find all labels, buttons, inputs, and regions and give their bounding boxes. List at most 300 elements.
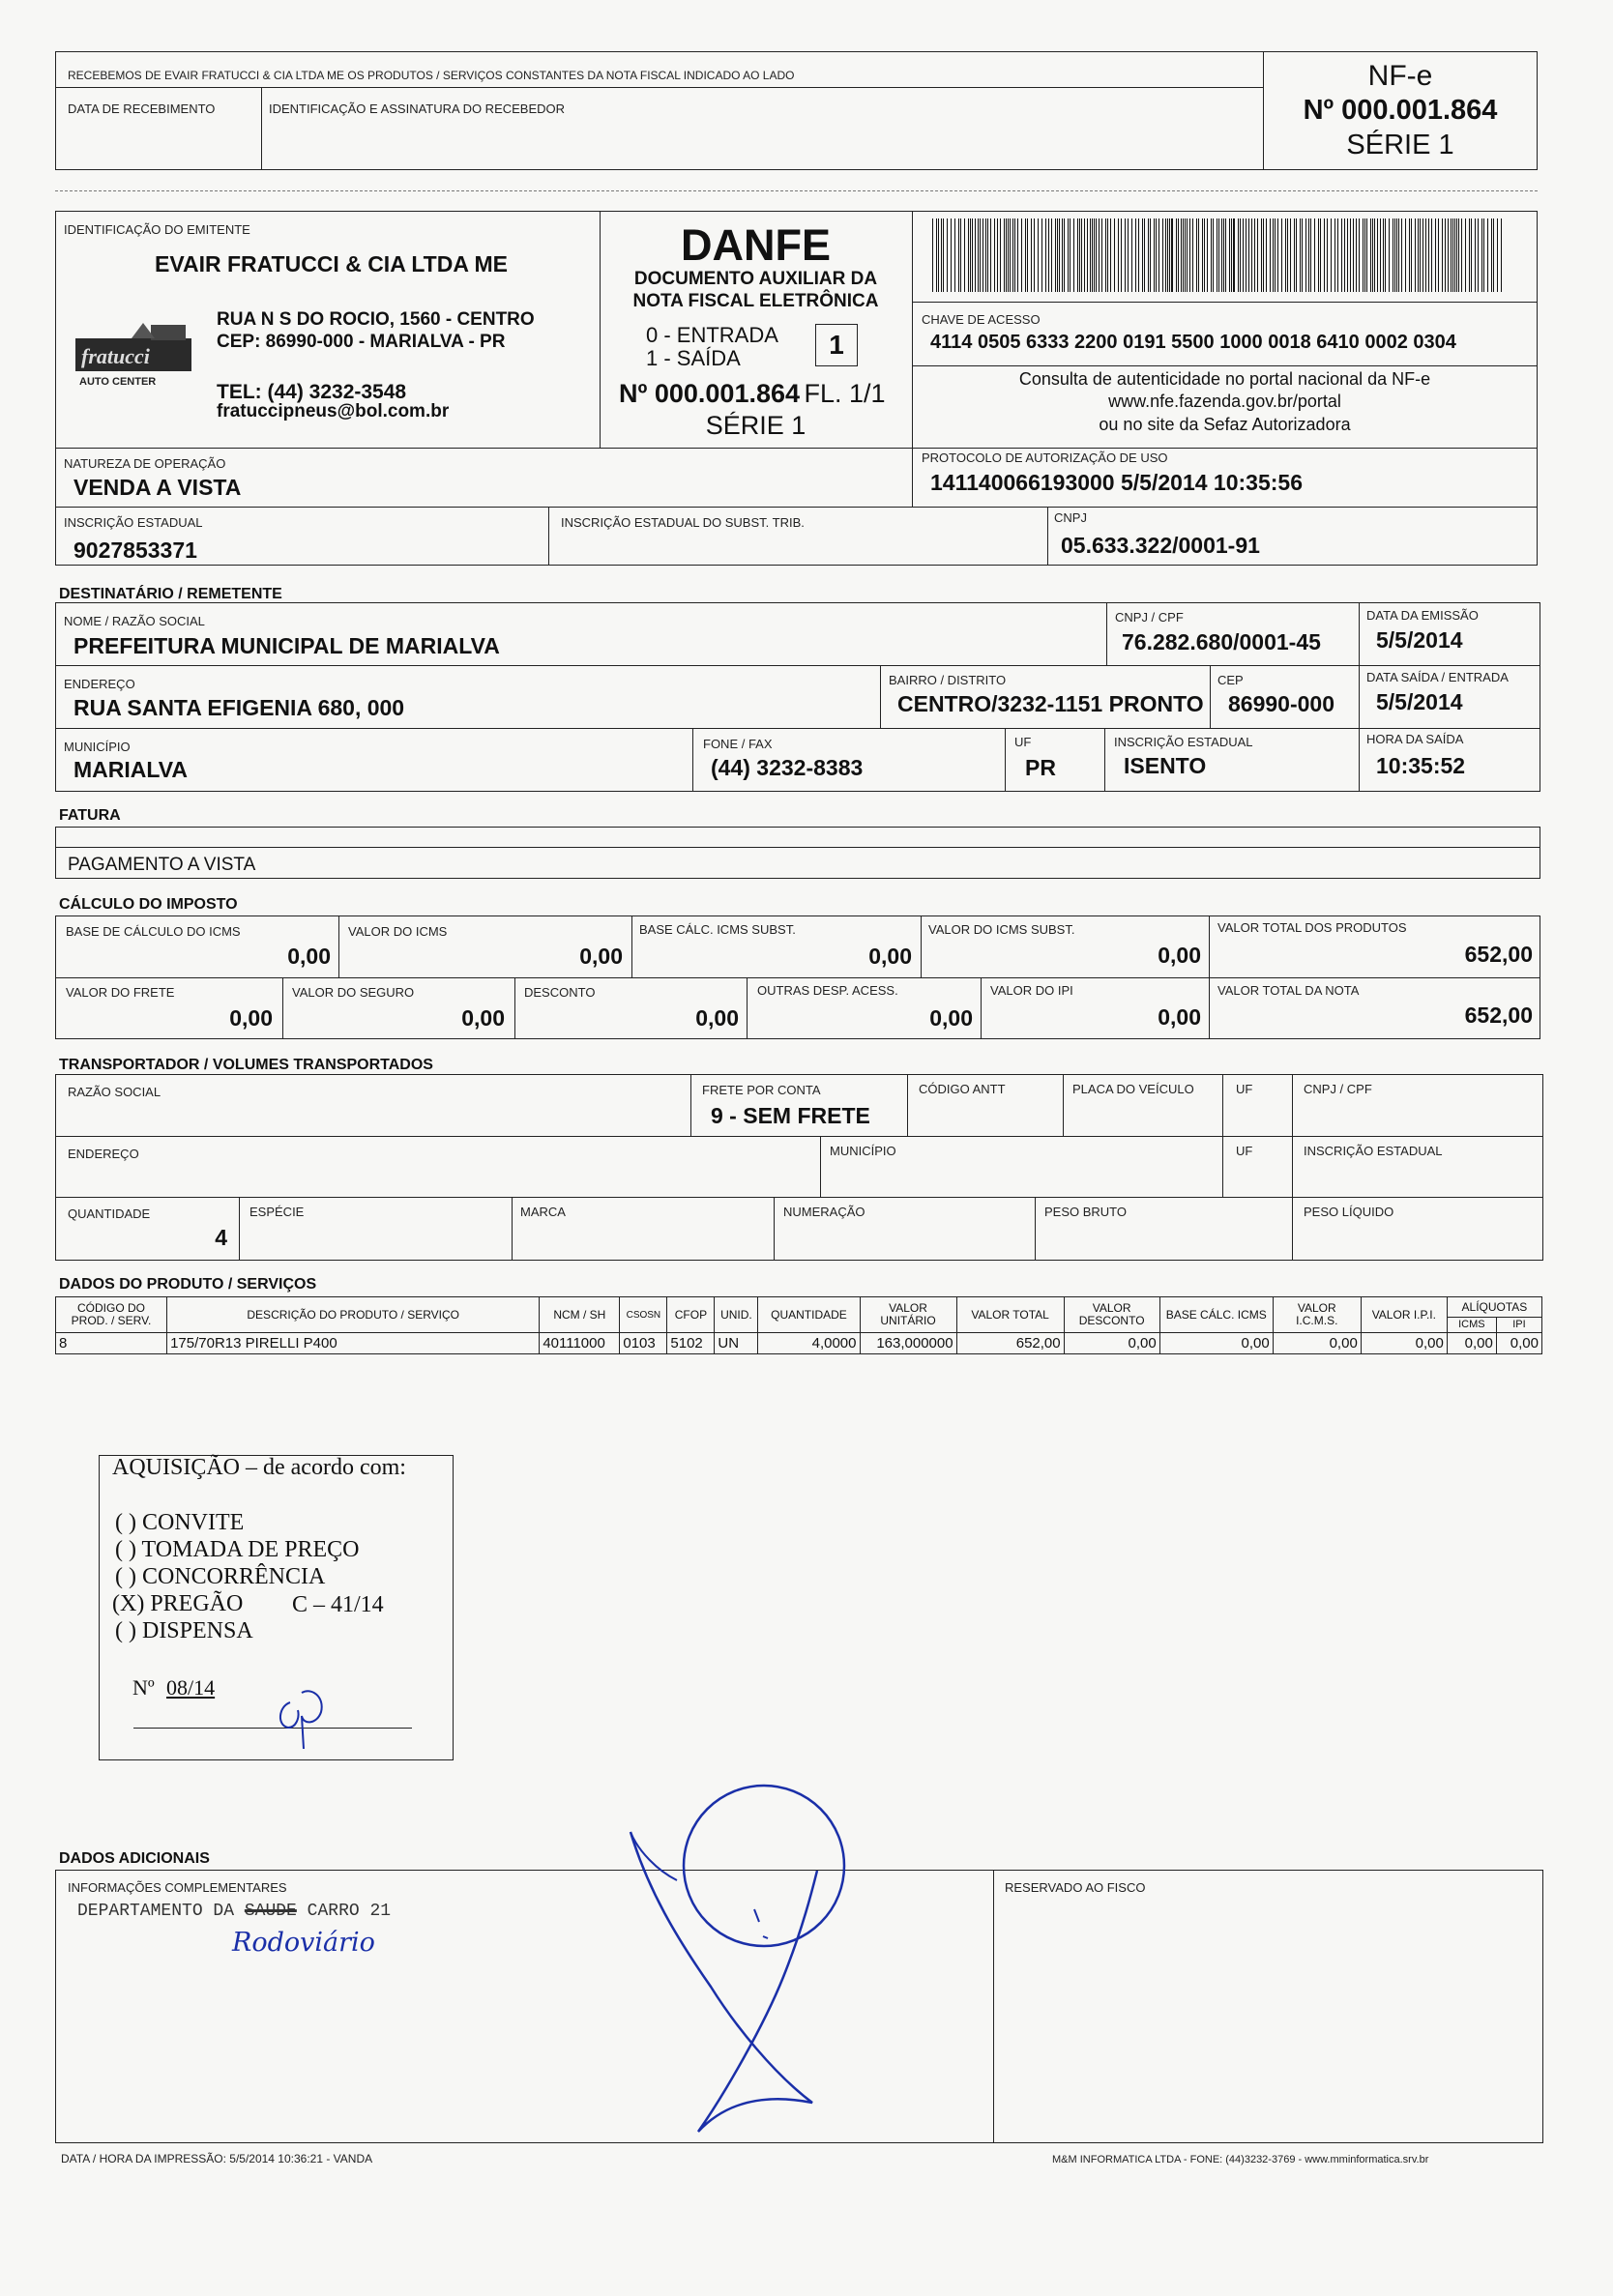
tax-icms-st-label: VALOR DO ICMS SUBST. [928,922,1075,937]
barcode-bar [1125,218,1126,292]
recipient-section-title: DESTINATÁRIO / REMETENTE [59,586,282,602]
barcode-bar [1374,218,1375,292]
transport-qtd-value: 4 [215,1225,227,1250]
barcode-bar [1420,218,1421,292]
tax-discount-value: 0,00 [695,1005,739,1031]
barcode-bar [1396,218,1397,292]
protocol-value: 141140066193000 5/5/2014 10:35:56 [930,470,1303,495]
barcode-bar [1135,218,1136,292]
emitter-address2: CEP: 86990-000 - MARIALVA - PR [217,332,506,352]
tax-total-note-label: VALOR TOTAL DA NOTA [1217,983,1360,998]
barcode-bar [1062,218,1063,292]
barcode-bar [1162,218,1163,292]
barcode-bar [1461,218,1462,292]
barcode-bar [1202,218,1203,292]
barcode-bar [1356,218,1357,292]
barcode-bar [941,218,942,292]
danfe-serie: SÉRIE 1 [705,411,806,440]
barcode-bar [1452,218,1453,292]
transport-peso-bruto-label: PESO BRUTO [1044,1205,1128,1219]
barcode-bar [1478,218,1479,292]
barcode-bar [1225,218,1226,292]
barcode-bar [1059,218,1060,292]
recipient-district: CENTRO/3232-1151 PRONTO [897,691,1204,716]
barcode-bar [1320,218,1321,292]
th-code: CÓDIGO DO PROD. / SERV. [56,1297,167,1333]
barcode-bar [972,218,973,292]
barcode-bar [978,218,979,292]
cell-vdesc: 0,00 [1064,1333,1159,1354]
access-consult3: ou no site da Sefaz Autorizadora [1099,415,1351,434]
transport-endereco-label: ENDEREÇO [68,1147,139,1161]
stamp-option-pregao: (X) PREGÃO [112,1591,244,1616]
tax-base-st-value: 0,00 [868,944,912,969]
recipient-emission: 5/5/2014 [1376,627,1463,653]
danfe-subtitle2: NOTA FISCAL ELETRÔNICA [632,291,879,311]
barcode [928,218,1509,292]
barcode-bar [1233,218,1235,292]
transport-antt-label: CÓDIGO ANTT [919,1082,1006,1096]
barcode-bar [1081,218,1082,292]
tax-base-st-label: BASE CÁLC. ICMS SUBST. [639,922,796,937]
nature-label: NATUREZA DE OPERAÇÃO [64,456,226,471]
access-key-label: CHAVE DE ACESSO [922,312,1041,327]
barcode-bar [1428,218,1429,292]
recipient-ie: ISENTO [1124,753,1207,778]
tax-ipi-label: VALOR DO IPI [990,983,1073,998]
danfe-saida: 1 - SAÍDA [646,346,741,370]
transport-block [55,1074,1543,1261]
th-vipi: VALOR I.P.I. [1361,1297,1447,1333]
barcode-bar [1198,218,1199,292]
cell-base: 0,00 [1159,1333,1273,1354]
barcode-bar [1099,218,1100,292]
barcode-bar [1305,218,1306,292]
recipient-address: RUA SANTA EFIGENIA 680, 000 [73,695,405,720]
recipient-exit-date-label: DATA SAÍDA / ENTRADA [1366,670,1509,684]
barcode-bar [1101,218,1102,292]
barcode-bar [1211,218,1212,292]
tax-other-value: 0,00 [929,1005,973,1031]
th-ncm: NCM / SH [540,1297,620,1333]
barcode-bar [1431,218,1432,292]
th-qtd: QUANTIDADE [758,1297,860,1333]
barcode-bar [1221,218,1222,292]
barcode-bar [1287,218,1288,292]
barcode-bar [1318,218,1319,292]
cell-csosn: 0103 [620,1333,667,1354]
stamp-option-convite: ( ) CONVITE [115,1510,245,1535]
emitter-address1: RUA N S DO ROCIO, 1560 - CENTRO [217,309,535,330]
barcode-bar [1296,218,1297,292]
transport-section-title: TRANSPORTADOR / VOLUMES TRANSPORTADOS [59,1057,433,1073]
transport-razao-label: RAZÃO SOCIAL [68,1085,161,1099]
barcode-bar [1254,218,1255,292]
th-base: BASE CÁLC. ICMS [1159,1297,1273,1333]
barcode-bar [1294,218,1295,292]
additional-info-text [77,1902,391,1921]
barcode-bar [1038,218,1039,292]
th-aicms: ICMS [1447,1318,1496,1333]
barcode-bar [1266,218,1267,292]
barcode-bar [1445,218,1446,292]
cell-unid: UN [715,1333,758,1354]
emitter-phone: TEL: (44) 3232-3548 [217,381,407,403]
barcode-bar [990,218,991,292]
transport-peso-liquido-label: PESO LÍQUIDO [1304,1205,1394,1219]
tax-total-note-value: 652,00 [1464,1003,1533,1028]
barcode-bar [968,218,969,292]
barcode-bar [1341,218,1342,292]
barcode-bar [1017,218,1018,292]
barcode-bar [982,218,983,292]
cell-vipi: 0,00 [1361,1333,1447,1354]
emitter-ie-value: 9027853371 [73,538,197,563]
barcode-bar [1324,218,1325,292]
transport-frete-value: 9 - SEM FRETE [711,1103,870,1128]
barcode-bar [1405,218,1406,292]
fisco-label: RESERVADO AO FISCO [1005,1880,1146,1895]
recipient-cep: 86990-000 [1228,691,1334,716]
barcode-bar [980,218,981,292]
barcode-bar [1107,218,1108,292]
barcode-bar [1290,218,1291,292]
cell-desc: 175/70R13 PIRELLI P400 [167,1333,540,1354]
barcode-bar [1105,218,1106,292]
barcode-bar [1077,218,1078,292]
invoice-block [55,827,1540,879]
recipient-uf: PR [1025,755,1056,780]
barcode-bar [975,218,976,292]
cell-cfop: 5102 [667,1333,715,1354]
barcode-bar [964,218,965,292]
barcode-graphic [928,218,1509,292]
barcode-bar [1092,218,1093,292]
recipient-ie-label: INSCRIÇÃO ESTADUAL [1114,735,1253,749]
transport-ie-label: INSCRIÇÃO ESTADUAL [1304,1144,1443,1158]
cell-vicms: 0,00 [1273,1333,1361,1354]
danfe-subtitle1: DOCUMENTO AUXILIAR DA [633,269,878,289]
footer-software-info: M&M INFORMATICA LTDA - FONE: (44)3232-3769 - www.mminformatica.srv.br [1052,2154,1429,2165]
barcode-bar [1487,218,1488,292]
barcode-bar [1051,218,1052,292]
barcode-bar [1156,218,1157,292]
barcode-bar [1171,218,1173,292]
recipient-phone-label: FONE / FAX [703,737,773,751]
barcode-bar [1121,218,1122,292]
barcode-bar [1110,218,1111,292]
stamp-option-pregao-ref: C – 41/14 [292,1592,384,1617]
tax-base-icms-value: 0,00 [287,944,331,969]
barcode-bar [1251,218,1252,292]
transport-frete-label: FRETE POR CONTA [702,1083,821,1097]
recipient-emission-label: DATA DA EMISSÃO [1366,608,1479,623]
table-row [56,1333,1542,1354]
barcode-bar [1021,218,1022,292]
barcode-bar [1350,218,1351,292]
barcode-bar [1158,218,1159,292]
transport-uf-label: UF [1236,1082,1253,1096]
barcode-bar [1248,218,1249,292]
barcode-bar [1314,218,1315,292]
th-unid: UNID. [715,1297,758,1333]
barcode-bar [1383,218,1384,292]
barcode-bar [1131,218,1132,292]
recipient-exit-time-label: HORA DA SAÍDA [1366,732,1464,746]
barcode-bar [1189,218,1190,292]
barcode-bar [1073,218,1074,292]
recipient-district-label: BAIRRO / DISTRITO [889,673,1007,687]
barcode-bar [1012,218,1013,292]
barcode-bar [1079,218,1080,292]
access-key: 4114 0505 6333 2200 0191 5500 1000 0018 6410 0002 0304 [930,332,1456,353]
barcode-bar [1031,218,1032,292]
emitter-ie-label: INSCRIÇÃO ESTADUAL [64,515,203,530]
th-csosn: CSOSN [620,1297,667,1333]
barcode-bar [1327,218,1328,292]
barcode-bar [1096,218,1097,292]
th-vicms: VALOR I.C.M.S. [1273,1297,1361,1333]
th-vdesc: VALOR DESCONTO [1064,1297,1159,1333]
receipt-nfe-label: NF-e [1367,60,1433,92]
barcode-bar [1240,218,1241,292]
tax-section-title: CÁLCULO DO IMPOSTO [59,896,238,913]
receipt-number: Nº 000.001.864 [1303,95,1498,126]
th-desc: DESCRIÇÃO DO PRODUTO / SERVIÇO [167,1297,540,1333]
barcode-bar [1055,218,1056,292]
barcode-bar [1370,218,1371,292]
products-header-row [56,1297,1542,1318]
receipt-id-label: IDENTIFICAÇÃO E ASSINATURA DO RECEBEDOR [269,102,566,116]
receipt-date-label: DATA DE RECEBIMENTO [68,102,216,116]
th-cfop: CFOP [667,1297,715,1333]
barcode-bar [1310,218,1311,292]
barcode-bar [1469,218,1470,292]
barcode-bar [1411,218,1412,292]
stamp-initials-graphic [269,1677,337,1755]
barcode-bar [1008,218,1009,292]
barcode-bar [1165,218,1166,292]
barcode-bar [1491,218,1492,292]
barcode-bar [1481,218,1482,292]
barcode-bar [1422,218,1423,292]
tax-total-products-label: VALOR TOTAL DOS PRODUTOS [1217,920,1407,935]
barcode-bar [1090,218,1091,292]
protocol-label: PROTOCOLO DE AUTORIZAÇÃO DE USO [922,450,1168,465]
products-section-title: DADOS DO PRODUTO / SERVIÇOS [59,1276,317,1293]
cell-qtd: 4,0000 [758,1333,860,1354]
barcode-bar [1128,218,1129,292]
barcode-bar [1389,218,1390,292]
barcode-bar [1456,218,1457,292]
barcode-bar [1213,218,1214,292]
barcode-bar [1344,218,1345,292]
additional-section-title: DADOS ADICIONAIS [59,1850,210,1867]
barcode-bar [1385,218,1386,292]
company-logo-graphic [73,317,199,391]
emitter-cnpj-value: 05.633.322/0001-91 [1061,533,1260,558]
barcode-bar [1064,218,1065,292]
recipient-cnpj-label: CNPJ / CPF [1115,610,1184,625]
barcode-bar [1243,218,1244,292]
barcode-bar [932,218,933,292]
barcode-bar [1167,218,1168,292]
barcode-bar [1057,218,1058,292]
tax-icms-st-value: 0,00 [1158,943,1201,968]
barcode-bar [1451,218,1452,292]
cell-aipi: 0,00 [1496,1333,1541,1354]
access-consult2: www.nfe.fazenda.gov.br/portal [1108,392,1341,411]
barcode-bar [1415,218,1416,292]
barcode-bar [1483,218,1484,292]
barcode-bar [1118,218,1119,292]
barcode-bar [1144,218,1145,292]
receipt-serie: SÉRIE 1 [1346,130,1454,160]
barcode-bar [1041,218,1042,292]
th-vunit: VALOR UNITÁRIO [860,1297,956,1333]
barcode-bar [1181,218,1182,292]
barcode-bar [1238,218,1239,292]
tax-ipi-value: 0,00 [1158,1004,1201,1030]
recipient-address-label: ENDEREÇO [64,677,135,691]
barcode-bar [1366,218,1367,292]
additional-handwritten-note: Rodoviário [232,1928,375,1958]
barcode-bar [1010,218,1011,292]
barcode-bar [1261,218,1262,292]
danfe-number [619,379,886,409]
tax-base-icms-label: BASE DE CÁLCULO DO ICMS [66,924,241,939]
barcode-bar [1363,218,1364,292]
signature [619,1784,890,2141]
cut-line [55,190,1538,191]
products-table [55,1296,1542,1354]
recipient-cnpj: 76.282.680/0001-45 [1122,629,1321,654]
barcode-bar [1475,218,1476,292]
barcode-bar [1425,218,1426,292]
barcode-bar [1448,218,1449,292]
barcode-bar [1185,218,1186,292]
tax-total-products-value: 652,00 [1464,942,1533,967]
emitter-section-label: IDENTIFICAÇÃO DO EMITENTE [64,222,250,237]
th-vtotal: VALOR TOTAL [956,1297,1064,1333]
signature-graphic [619,1784,890,2141]
transport-numeracao-label: NUMERAÇÃO [783,1205,865,1219]
barcode-bar [1394,218,1395,292]
cell-vtotal: 652,00 [956,1333,1064,1354]
barcode-bar [970,218,971,292]
additional-info-post: CARRO 21 [307,1902,392,1921]
barcode-bar [1187,218,1188,292]
barcode-bar [1025,218,1026,292]
barcode-bar [1438,218,1439,292]
barcode-bar [1409,218,1410,292]
barcode-bar [1034,218,1035,292]
stamp-title: AQUISIÇÃO – de acordo com: [112,1455,406,1480]
th-aliq: ALÍQUOTAS [1447,1297,1541,1318]
barcode-bar [1204,218,1205,292]
barcode-bar [1334,218,1335,292]
barcode-bar [1442,218,1443,292]
barcode-bar [1372,218,1373,292]
barcode-bar [1263,218,1264,292]
emitter-cnpj-label: CNPJ [1054,510,1087,525]
tax-insurance-value: 0,00 [461,1005,505,1031]
barcode-bar [943,218,944,292]
tax-other-label: OUTRAS DESP. ACESS. [757,983,898,998]
barcode-bar [1178,218,1179,292]
transport-cnpj-label: CNPJ / CPF [1304,1082,1372,1096]
th-aipi: IPI [1496,1318,1541,1333]
tax-freight-value: 0,00 [229,1005,273,1031]
barcode-bar [1048,218,1049,292]
cell-aicms: 0,00 [1447,1333,1496,1354]
receipt-text: RECEBEMOS DE EVAIR FRATUCCI & CIA LTDA ME OS PRODUTOS / SERVIÇOS CONSTANTES DA NOTA FISCAL INDICADO AO LADO [68,69,795,82]
barcode-bar [985,218,986,292]
barcode-bar [1275,218,1276,292]
barcode-bar [1183,218,1184,292]
barcode-bar [1223,218,1224,292]
barcode-bar [960,218,961,292]
barcode-bar [1285,218,1286,292]
cell-vunit: 163,000000 [860,1333,956,1354]
barcode-bar [1207,218,1208,292]
barcode-bar [997,218,998,292]
company-logo [73,317,199,391]
barcode-bar [1302,218,1303,292]
recipient-name: PREFEITURA MUNICIPAL DE MARIALVA [73,633,500,658]
barcode-bar [1493,218,1494,292]
barcode-bar [1364,218,1365,292]
recipient-uf-label: UF [1014,735,1032,749]
barcode-bar [1148,218,1149,292]
barcode-bar [1231,218,1232,292]
barcode-bar [1150,218,1151,292]
barcode-bar [1045,218,1046,292]
additional-info-label: INFORMAÇÕES COMPLEMENTARES [68,1880,287,1895]
tax-freight-label: VALOR DO FRETE [66,985,175,1000]
barcode-bar [1027,218,1028,292]
recipient-city: MARIALVA [73,757,188,782]
barcode-bar [1196,218,1197,292]
barcode-bar [1497,218,1498,292]
barcode-bar [1401,218,1402,292]
stamp-option-dispensa: ( ) DISPENSA [115,1618,253,1643]
barcode-bar [1435,218,1436,292]
barcode-bar [1277,218,1278,292]
barcode-bar [1004,218,1005,292]
barcode-bar [1084,218,1085,292]
barcode-bar [1270,218,1271,292]
barcode-bar [1114,218,1115,292]
barcode-bar [994,218,995,292]
barcode-bar [987,218,988,292]
recipient-exit-time: 10:35:52 [1376,753,1466,778]
barcode-bar [1454,218,1455,292]
barcode-bar [1087,218,1088,292]
barcode-bar [1068,218,1069,292]
transport-placa-label: PLACA DO VEÍCULO [1072,1082,1194,1096]
invoice-section-title: FATURA [59,807,121,824]
barcode-bar [1501,218,1502,292]
barcode-bar [1337,218,1338,292]
barcode-bar [1273,218,1274,292]
svg-text:AUTO CENTER: AUTO CENTER [79,376,157,388]
stamp-number-label: Nº [132,1675,155,1700]
recipient-exit-date: 5/5/2014 [1376,689,1463,714]
barcode-bar [1281,218,1282,292]
footer-print-info: DATA / HORA DA IMPRESSÃO: 5/5/2014 10:36:21 - VANDA [61,2152,373,2165]
barcode-bar [1138,218,1139,292]
